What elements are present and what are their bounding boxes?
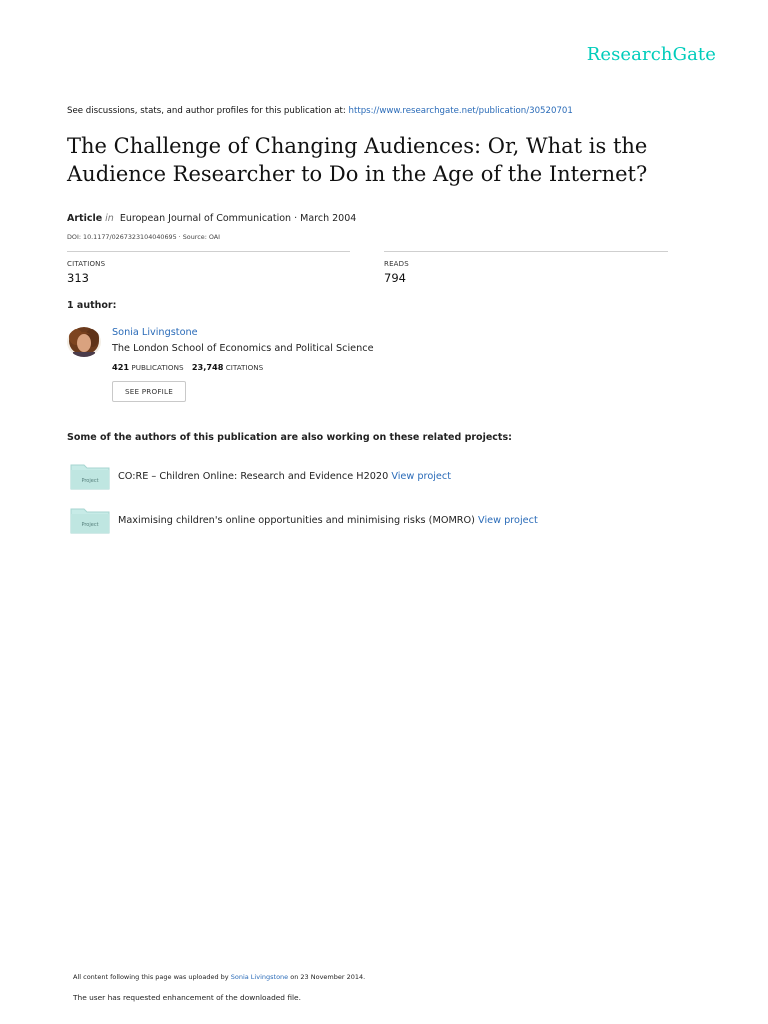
author-publications-label: PUBLICATIONS bbox=[131, 363, 184, 372]
author-institution: The London School of Economics and Political Science bbox=[112, 343, 374, 354]
citations-label: CITATIONS bbox=[67, 260, 106, 268]
project-folder-icon[interactable] bbox=[70, 507, 110, 534]
citations-count: 313 bbox=[67, 271, 89, 285]
project-item bbox=[118, 471, 451, 482]
upload-prefix: All content following this page was uploaded by bbox=[73, 973, 229, 981]
project-icon-label: Project bbox=[81, 522, 99, 528]
discussions-text: See discussions, stats, and author profiles for this publication at: bbox=[67, 106, 346, 116]
in-word: in bbox=[105, 213, 114, 224]
publication-meta bbox=[67, 213, 356, 224]
author-stats bbox=[112, 362, 263, 372]
doi-source: DOI: 10.1177/0267323104040695 · Source: OAI bbox=[67, 233, 221, 241]
author-avatar[interactable] bbox=[67, 327, 101, 357]
divider-reads bbox=[384, 251, 668, 252]
view-project-link[interactable]: View project bbox=[478, 515, 538, 526]
author-publications-count: 421 bbox=[112, 362, 130, 372]
project-folder-icon[interactable] bbox=[70, 463, 110, 490]
researchgate-logo[interactable]: ResearchGate bbox=[586, 44, 716, 65]
uploader-link[interactable]: Sonia Livingstone bbox=[230, 973, 289, 981]
project-title: Maximising children's online opportunities and minimising risks (MOMRO) bbox=[118, 515, 475, 526]
publication-title: The Challenge of Changing Audiences: Or, What is the Audience Researcher to Do in the Age of the Internet? bbox=[67, 134, 648, 186]
author-citations-label: CITATIONS bbox=[225, 363, 264, 372]
journal-date: European Journal of Communication · March 2004 bbox=[119, 213, 357, 224]
authors-count: 1 author: bbox=[67, 300, 117, 311]
publication-type: Article bbox=[67, 213, 103, 224]
reads-label: READS bbox=[384, 260, 409, 268]
avatar-photo-icon bbox=[67, 327, 101, 357]
reads-count: 794 bbox=[384, 271, 406, 285]
upload-note bbox=[73, 973, 365, 981]
view-project-link[interactable]: View project bbox=[391, 471, 452, 482]
project-title: CO:RE – Children Online: Research and Evidence H2020 bbox=[118, 471, 389, 482]
author-citations-count: 23,748 bbox=[191, 362, 224, 372]
see-profile-button[interactable]: SEE PROFILE bbox=[112, 381, 186, 402]
related-projects-heading: Some of the authors of this publication are also working on these related projects: bbox=[67, 432, 512, 443]
project-item bbox=[118, 515, 538, 526]
project-icon-label: Project bbox=[81, 478, 99, 484]
divider-citations bbox=[67, 251, 350, 252]
enhancement-note: The user has requested enhancement of the downloaded file. bbox=[73, 993, 301, 1002]
upload-suffix: on 23 November 2014. bbox=[290, 973, 366, 981]
discussions-line bbox=[67, 106, 573, 116]
publication-url-link[interactable]: https://www.researchgate.net/publication/30520701 bbox=[348, 106, 573, 116]
author-name-link[interactable]: Sonia Livingstone bbox=[112, 327, 198, 338]
